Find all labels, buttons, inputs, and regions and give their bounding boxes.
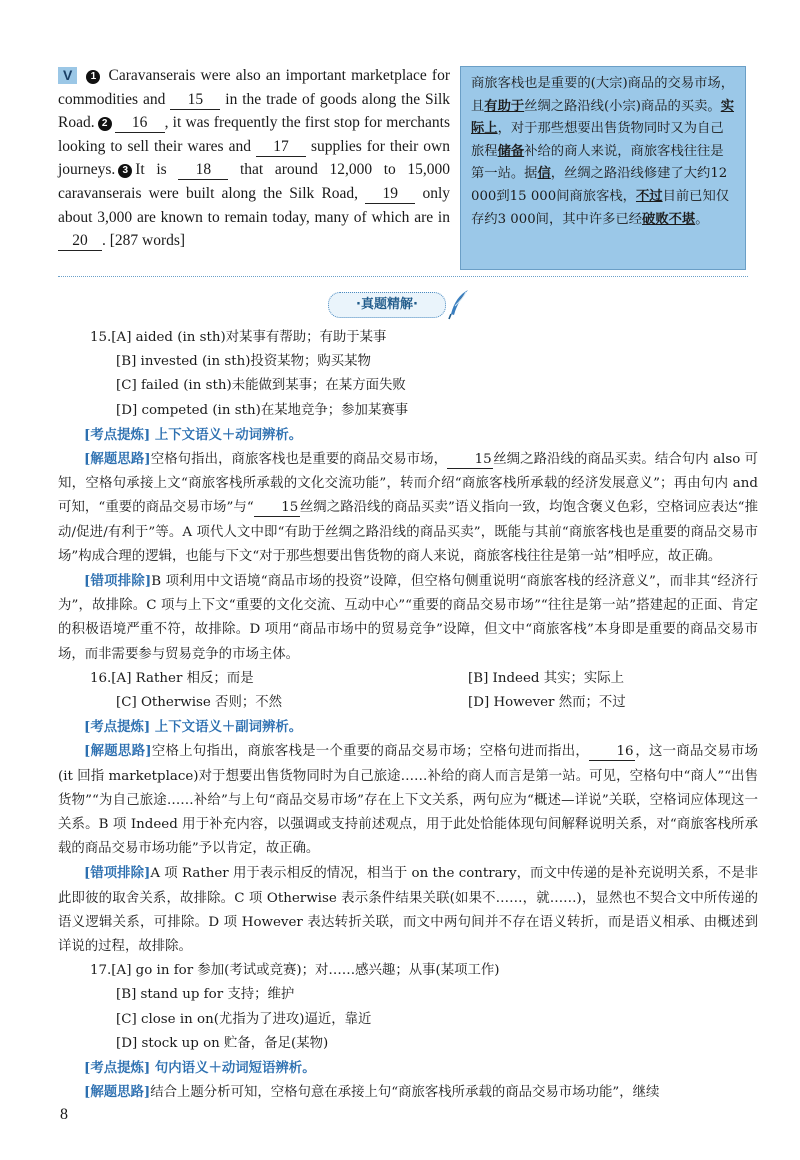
- translation-highlight: 破败不堪: [642, 211, 696, 227]
- distractor-paragraph: [58, 569, 758, 667]
- translation-highlight: 信: [537, 166, 551, 182]
- distractor-label: [错项排除]: [84, 865, 151, 882]
- translation-text: 商旅客栈也是重要的(大宗)商品的交易市场，且: [471, 76, 735, 114]
- sentence-marker-2: 2: [98, 117, 112, 131]
- option-row: [58, 959, 758, 983]
- explanation-section: [58, 326, 758, 1106]
- solution-paragraph: [58, 1080, 758, 1105]
- translation-highlight: 不过: [635, 188, 663, 204]
- quill-icon: [446, 288, 472, 320]
- key-point: [考点提炼] 上下文语义＋动词辨析。: [84, 426, 303, 443]
- solution-text: 结合上题分析可知，空格句意在承接上句“商旅客栈所承载的商品交易市场功能”，继续: [150, 1085, 660, 1101]
- passage-text-6: that around 12,000 to 15,000 caravanserais were built along the Silk Road,: [58, 161, 451, 202]
- blank-20[interactable]: 20: [58, 232, 102, 251]
- solution-text: ，这一商品交易市场(it 回指 marketplace)对于想要出售货物同时为自己旅途……补给的商人而言是第一站。可见，空格句中“商人”“出售货物”“为自己旅途……补给”与上句“商品交易市场”存在上下文关系，两句应为“概述—详说”关联，空格词应体现这一关系。B 项 Indeed 用于补充内容，以强调或支持前述观点，用于此处恰能体现句间解释说明关系，对“商旅客栈所承载的商品交易市场功能”予以肯定，故正确。: [58, 744, 759, 857]
- inline-blank: 15: [447, 451, 493, 469]
- question-number: 17.: [90, 963, 112, 979]
- translation-text: 补给的商人来说，商旅客栈往往是第一站。据: [471, 143, 724, 182]
- solution-text: 空格上句指出，商旅客栈是一个重要的商品交易市场；空格句进而指出，: [151, 744, 590, 760]
- passage-text-8: . [287 words]: [102, 232, 186, 250]
- passage-text-4: supplies for their own journeys.: [58, 137, 451, 179]
- translation-highlight: 实际上: [471, 98, 735, 137]
- option-d: [D] However 然而；不过: [468, 695, 626, 711]
- section-banner: [328, 292, 474, 318]
- distractor-label: [错项排除]: [84, 573, 152, 590]
- passage-text-7: only about 3,000 are known to remain today, many of which are in: [58, 184, 450, 226]
- section-divider: [58, 276, 748, 277]
- option-c: [C] Otherwise 否则；不然: [116, 695, 283, 711]
- solution-label: [解题思路]: [84, 451, 151, 468]
- translation-text: 目前已知仅存约3 000间，其中许多已经: [471, 188, 730, 227]
- translation-highlight: 储备: [497, 143, 525, 159]
- option-row: [B] invested (in sth)投资某物；购买某物: [116, 354, 371, 370]
- option-row: [B] stand up for 支持；维护: [116, 987, 295, 1003]
- option-row: [D] stock up on 贮备，备足(某物): [116, 1035, 329, 1051]
- blank-15[interactable]: 15: [170, 91, 220, 110]
- inline-blank: 15: [254, 499, 300, 517]
- solution-paragraph: [58, 739, 758, 861]
- key-point: [考点提炼] 上下文语义＋副词辨析。: [84, 719, 303, 736]
- option-b: [B] Indeed 其实；实际上: [468, 670, 625, 686]
- translation-box: [460, 66, 746, 270]
- passage-text-3: , it was frequently the first stop for merchants looking to sell their wares and: [58, 114, 450, 155]
- page-number: 8: [60, 1106, 68, 1123]
- solution-label: [解题思路]: [84, 743, 152, 760]
- option-a: [A] Rather 相反；而是: [111, 670, 254, 686]
- banner-label: ·真题精解·: [328, 292, 446, 318]
- blank-17[interactable]: 17: [256, 138, 306, 157]
- option-row: [58, 667, 758, 691]
- solution-label: [解题思路]: [84, 1084, 151, 1101]
- translation-text: 。: [695, 211, 709, 227]
- passage-text-1: Caravanserais were also an important marketplace for commodities and: [58, 67, 450, 108]
- section-badge: V: [58, 67, 77, 84]
- question-number: 16.: [90, 670, 112, 686]
- solution-text: 空格句指出，商旅客栈也是重要的商品交易市场，: [150, 452, 448, 468]
- passage-text-2: in the trade of goods along the Silk Road.: [58, 90, 451, 132]
- translation-highlight: 有助于: [484, 98, 525, 114]
- solution-text: 丝绸之路沿线的商品买卖。结合句内 also 可知，空格句承接上文“商旅客栈所承载的文化交流功能”，转而介绍“商旅客栈所承载的经济发展意义”；再由句内 and 可知，“重要的商品交易市场”与“: [58, 452, 759, 516]
- option-a: [A] go in for 参加(考试或竞赛)；对……感兴趣；从事(某项工作): [111, 963, 500, 979]
- option-row: [58, 326, 758, 350]
- distractor-paragraph: [58, 861, 758, 959]
- distractor-text: A 项 Rather 用于表示相反的情况，相当于 on the contrary，而文中传递的是补充说明关系，不是非此即彼的取舍关系，故排除。C 项 Otherwise 表示条件结果关联(如果不……，就……)，显然也不契合文中所传递的语义逻辑关系，可排除。D 项 However 表达转折关联，而文中两句间并不存在语义转折，而是语义相承、由概述到详说的过程，故排除。: [58, 866, 758, 955]
- option-a: [A] aided (in sth)对某事有帮助；有助于某事: [111, 330, 387, 345]
- solution-text: 丝绸之路沿线的商品买卖”语义指向一致，均饱含褒义色彩，空格词应表达“推动/促进/有利于”等。A 项代人文中即“有助于丝绸之路沿线的商品买卖”，既能与其前“商旅客栈也是重要的商品交易市场”构成合理的逻辑，也能与下文“对于那些想要出售货物的商人来说，商旅客栈往往是第一站”相呼应，故正确。: [58, 500, 758, 564]
- blank-16[interactable]: 16: [115, 114, 165, 133]
- passage-text: [58, 64, 450, 253]
- sentence-marker-1: 1: [86, 70, 100, 84]
- question-number: 15.: [90, 330, 112, 345]
- translation-text: ，对于那些想要出售货物同时又为自己旅程: [471, 121, 724, 159]
- translation-text: ，丝绸之路沿线修建了大约12 000到15 000间商旅客栈，: [471, 166, 728, 204]
- distractor-text: B 项利用中文语境“商品市场的投资”设障，但空格句侧重说明“商旅客栈的经济意义”，而非其“经济行为”，故排除。C 项与上下文“重要的文化交流、互动中心”“重要的商品交易市场”“往往是第一站”搭建起的正面、肯定的积极语境严重不符，故排除。D 项用“商品市场中的贸易竞争”设障，但文中“商旅客栈”本身即是重要的商品交易市场，而非需要参与贸易竞争的市场主体。: [58, 574, 759, 662]
- inline-blank: 16: [589, 743, 635, 761]
- sentence-marker-3: 3: [118, 164, 132, 178]
- passage-text-5: It is: [135, 161, 167, 179]
- blank-18[interactable]: 18: [178, 161, 228, 180]
- option-row: [D] competed (in sth)在某地竞争；参加某赛事: [116, 402, 409, 418]
- solution-paragraph: [58, 447, 758, 569]
- option-row: [C] close in on(尤指为了进攻)逼近，靠近: [116, 1011, 372, 1027]
- option-row: [58, 691, 758, 715]
- option-row: [C] failed (in sth)未能做到某事；在某方面失败: [116, 378, 406, 394]
- translation-text: 丝绸之路沿线(小宗)商品的买卖。: [524, 98, 721, 114]
- key-point: [考点提炼] 句内语义＋动词短语辨析。: [84, 1060, 316, 1077]
- blank-19[interactable]: 19: [365, 185, 415, 204]
